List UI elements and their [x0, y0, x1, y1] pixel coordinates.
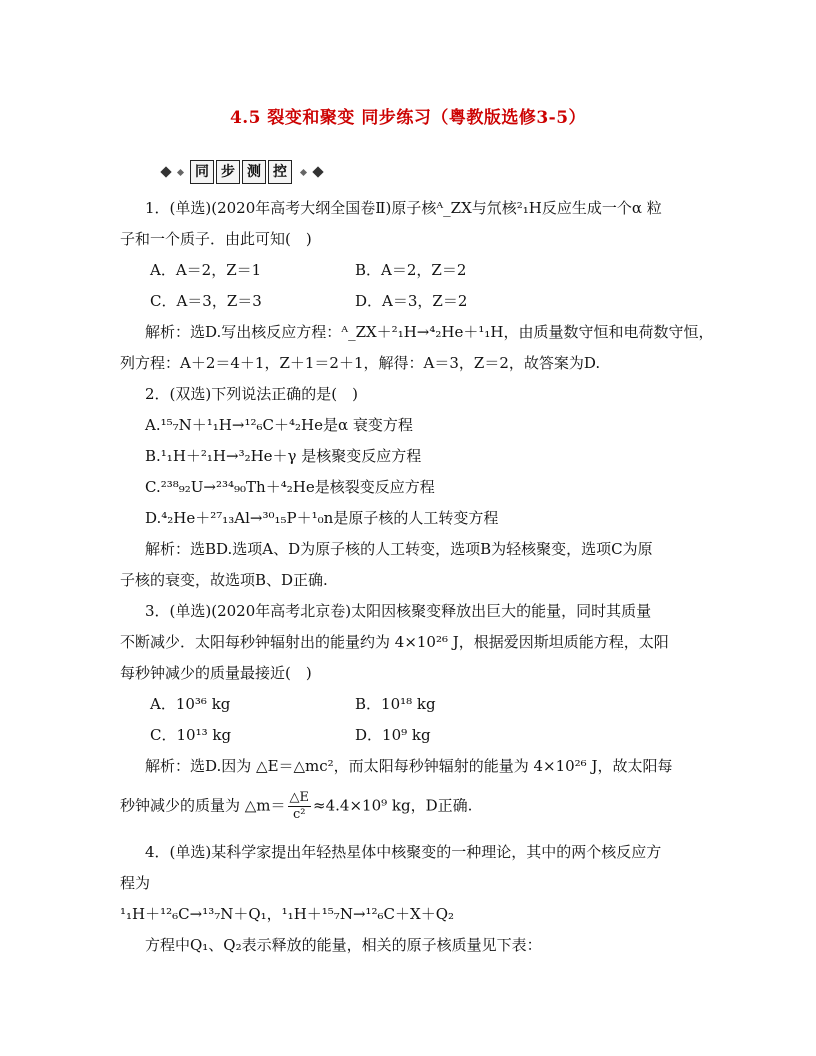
- q3-option-b: B．10¹⁸ kg: [355, 695, 436, 713]
- q2-analysis: 解析：选BD.选项A、D为原子核的人工转变，选项B为轻核聚变，选项C为原: [145, 540, 653, 558]
- q1-option-c: C．A＝3，Z＝3: [150, 292, 262, 310]
- q1-option-d: D．A＝3，Z＝2: [355, 292, 468, 310]
- document-title: 4.5 裂变和聚变 同步练习（粤教版选修3-5）: [229, 108, 587, 128]
- q3-option-c: C．10¹³ kg: [150, 726, 232, 744]
- section-tag-char: 测: [242, 160, 266, 184]
- q2-analysis: 子核的衰变，故选项B、D正确.: [120, 571, 328, 589]
- q2-option-d: D.⁴₂He＋²⁷₁₃Al→³⁰₁₅P＋¹₀n是原子核的人工转变方程: [145, 509, 499, 527]
- q3-stem: 不断减少．太阳每秒钟辐射出的能量约为 4×10²⁶ J，根据爱因斯坦质能方程，太阳: [120, 633, 669, 651]
- diamond-bullet-icon: [300, 168, 307, 175]
- q1-analysis: 解析：选D.写出核反应方程：ᴬ_ZX＋²₁H→⁴₂He＋¹₁H，由质量数守恒和电荷数守恒，: [145, 323, 714, 341]
- mass-energy-fraction: [288, 790, 312, 823]
- q3-analysis: 解析：选D.因为 △E＝△mc²，而太阳每秒钟辐射的能量为 4×10²⁶ J，故太阳每: [145, 757, 673, 775]
- q4-equations: ¹₁H＋¹²₆C→¹³₇N＋Q₁，¹₁H＋¹⁵₇N→¹²₆C＋X＋Q₂: [120, 905, 455, 923]
- q3-option-d: D．10⁹ kg: [355, 726, 431, 744]
- q4-stem: 程为: [120, 874, 151, 892]
- q3-stem: 3．(单选)(2020年高考北京卷)太阳因核聚变释放出巨大的能量，同时其质量: [145, 602, 652, 620]
- q2-stem: 2．(双选)下列说法正确的是( ): [145, 385, 358, 403]
- section-tag-char: 控: [268, 160, 292, 184]
- q2-option-a: A.¹⁵₇N＋¹₁H→¹²₆C＋⁴₂He是α 衰变方程: [145, 416, 413, 434]
- q1-stem: 子和一个质子．由此可知( ): [120, 230, 312, 248]
- q1-stem: 1．(单选)(2020年高考大纲全国卷Ⅱ)原子核ᴬ_ZX与氘核²₁H反应生成一个α 粒: [145, 199, 662, 217]
- q2-option-c: C.²³⁸₉₂U→²³⁴₉₀Th＋⁴₂He是核裂变反应方程: [145, 478, 435, 496]
- section-tag-char: 步: [216, 160, 240, 184]
- q3-stem: 每秒钟减少的质量最接近( ): [120, 664, 312, 682]
- q1-option-a: A．A＝2，Z＝1: [150, 261, 262, 279]
- q3-analysis-suffix: ≈4.4×10⁹ kg，D正确.: [313, 796, 473, 815]
- q4-note: 方程中Q₁、Q₂表示释放的能量，相关的原子核质量见下表：: [145, 936, 542, 954]
- diamond-bullet-icon: [177, 168, 184, 175]
- q1-analysis: 列方程：A＋2＝4＋1，Z＋1＝2＋1，解得：A＝3，Z＝2，故答案为D.: [120, 354, 601, 372]
- q3-option-a: A．10³⁶ kg: [150, 695, 231, 713]
- q3-analysis-formula: [120, 790, 472, 823]
- diamond-bullet-icon: [312, 166, 323, 177]
- q1-option-b: B．A＝2，Z＝2: [355, 261, 467, 279]
- q3-analysis-prefix: 秒钟减少的质量为 △m＝: [120, 796, 286, 815]
- fraction-denominator: c²: [293, 807, 306, 822]
- diamond-bullet-icon: [160, 166, 171, 177]
- section-tag-label: [190, 160, 294, 184]
- q2-option-b: B.¹₁H＋²₁H→³₂He＋γ 是核聚变反应方程: [145, 447, 422, 465]
- section-tag-char: 同: [190, 160, 214, 184]
- fraction-numerator: △E: [289, 790, 310, 805]
- q4-stem: 4．(单选)某科学家提出年轻热星体中核聚变的一种理论，其中的两个核反应方: [145, 843, 662, 861]
- section-tag: [158, 158, 326, 186]
